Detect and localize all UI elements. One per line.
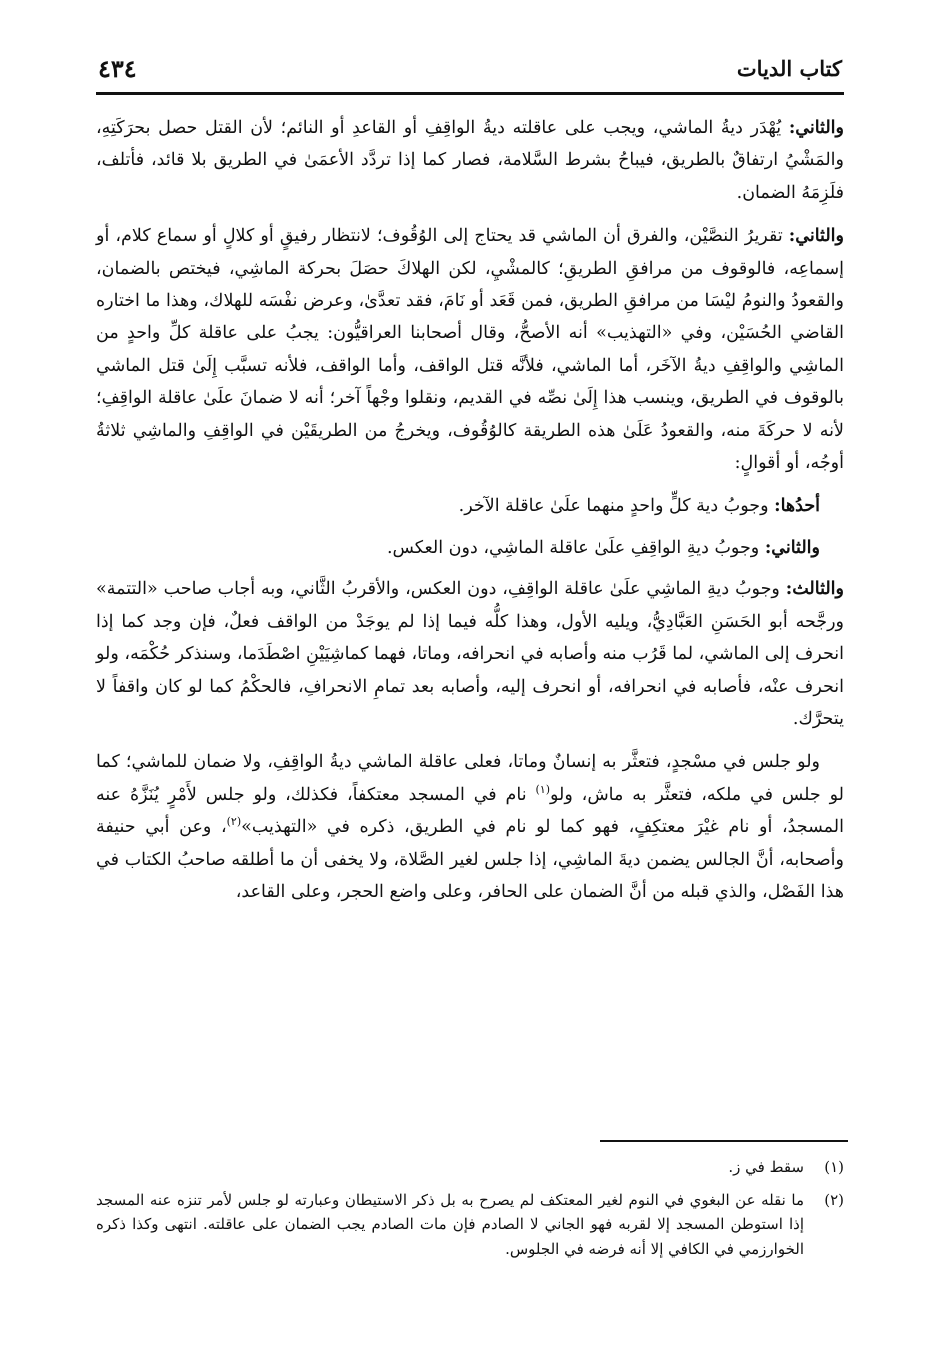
- paragraph-lead: والثاني:: [788, 226, 844, 247]
- option-lead: أحدُها:: [774, 496, 820, 517]
- footnote-number: (٢): [824, 1190, 844, 1209]
- footnote-ref-2[interactable]: (٢): [226, 815, 242, 829]
- footnote-ref-1[interactable]: (١): [535, 782, 550, 796]
- paragraph-lead: والثالث:: [785, 579, 844, 600]
- paragraph-text: نام في المسجد معتكفاً، فكذلك، ولو جلس لأَمْرٍ يُنَزَّهُ عنه المسجدُ، أو نام غيْرَ معتكِفٍ، فهو كما لو نام في الطريق، ذكره في «التهذيب»: [96, 784, 844, 838]
- footnote-item: [96, 1188, 844, 1262]
- footnote-number: (١): [824, 1158, 844, 1176]
- footnote-text: سقط في ز.: [728, 1158, 804, 1176]
- option-lead: والثاني:: [764, 537, 820, 558]
- paragraph-text: وجوبُ ديةِ الماشِي علَىٰ عاقلة الواقِفِ، دون العكس، والأقربُ الثَّاني، وبه أجاب صاحب «التتمة» ورجَّحه أبو الحَسَنِ العَبَّادِيُّ، ويليه الأول، وهذا كلُّه فيما إذا لم يوجَدْ من الواقف فعلٌ، فإن وجد كما إذا انحرف إلى الماشي، لما قَرُب منه وأصابه في انحرافه، وماتا، فهما كماشِيَيْنِ اصْطَدَما، وسنذكر حُكْمَه، ولو انحرف عنْه، فأصابه في انحرافه، أو انحرف إليه، وأصابه بعد تمامِ الانحرافِ، فالحكْمُ كما لو كان واقفاً لا يتحرَّك.: [96, 579, 844, 729]
- main-text: [96, 112, 844, 919]
- page-header: [98, 50, 842, 90]
- footnotes: [96, 1155, 844, 1269]
- option-text: وجوبُ ديةِ الواقِفِ علَىٰ عاقلة الماشِي، دون العكس.: [386, 537, 760, 558]
- paragraph-text: يُهْدَر ديةُ الماشي، ويجب على عاقلته ديةُ الواقِفِ أو القاعدِ أو النائم؛ لأن القتل حصل بحرَكَتِهِ، والمَشْيُ ارتفاقٌ بالطريق، فيباحُ بشرط السَّلامة، فصار كما إذا تردَّد الأعمَىٰ في الطريق بلا قائد، فأتلف، فلَزِمَهُ الضمان.: [96, 118, 844, 203]
- option-first: [96, 490, 844, 522]
- paragraph-lead: والثاني:: [788, 118, 844, 138]
- paragraph-third: [96, 573, 844, 735]
- footnote-rule: [600, 1140, 848, 1142]
- footnote-item: [96, 1155, 844, 1180]
- paragraph-text: ، وعن أبي حنيفة وأصحابه، أنَّ الجالس يضمن ديةَ الماشِي، إذا جلس لغير الصَّلاة، ولا يخفى أن ما أطلقه صاحبُ الكتاب في هذا الفَصْل، والذي قبله من أنَّ الضمان على الحافر، وعلى واضع الحجر، وعلى القاعد،: [96, 817, 844, 902]
- paragraph-second-view: [96, 112, 844, 209]
- paragraph-text: تقريرُ النصَّيْن، والفرق أن الماشي قد يحتاج إلى الوُقُوف؛ لانتظار رفيقٍ أو كلالٍ أو سماع كلام، أو إسماعِه، فالوقوف من مرافقِ الطريقِ؛ كالمشْيِ، لكن الهلاكَ حصَلَ بحركة الماشِي، فيختص بالضمان، والقعودُ والنومُ ليْسَا من مرافقِ الطريق، فمن قَعَد أو نَامَ، فقد تعدَّىٰ، وعرض نفْسَه للهلاك، وهذا ما اختاره القاضي الحُسَيْن، وفي «التهذيب» أنه الأصحُّ، وقال أصحابنا العراقيُّون: يجبُ على عاقلة كلِّ واحدٍ من الماشِي والواقِفِ ديةُ الآخَر، أما الماشي، فلأنَّه قتل الواقف، وأما الواقف، فلأنه تسبَّب إِلَىٰ قتل الماشي بالوقوف في الطريق، وينسب هذا إِلَىٰ نصِّه في القديم، ونقلوا وجْهاً آخر؛ أنه لا ضمانَ علَىٰ عاقلة الواقِفِ؛ لأنه لا حركَةَ منه، والقعودُ عَلَىٰ هذه الطريقة كالوُقُوف، ويخرجُ من الطريقَيْن في الواقِفِ والماشِي ثلاثةُ أوجُه، أو أقوالٍ:: [96, 226, 844, 474]
- running-title: كتاب الديات: [736, 56, 842, 81]
- footnote-text: ما نقله عن البغوي في النوم لغير المعتكف لم يصرح به بل ذكر الاستيطان وعبارته لو جلس لأمر تنزه عنه المسجد إذا استوطن المسجد إلا لقربه فهو الجاني لا الصادم فإن مات الصادم يجب الضمان على عاقلته. انتهى وكذا ذكره الخوارزمي في الكافي إلا أنه فرضه في الجلوس.: [96, 1190, 804, 1258]
- option-second: [96, 532, 844, 564]
- header-rule: [96, 92, 844, 95]
- paragraph-mosque: [96, 746, 844, 908]
- paragraph-two-texts: [96, 220, 844, 479]
- option-text: وجوبُ دية كلٍّ واحدٍ منهما علَىٰ عاقلة الآخر.: [458, 496, 769, 517]
- page-number: ٤٣٤: [98, 54, 137, 83]
- paragraph-text: ولو جلس في مسْجدٍ، فتعثَّر به إنسانٌ وماتا، فعلى عاقلة الماشي ديةُ الواقِفِ، ولا ضمان للماشي؛ كما لو جلس في ملكه، فتعثَّر به ماش، ولو: [96, 752, 844, 805]
